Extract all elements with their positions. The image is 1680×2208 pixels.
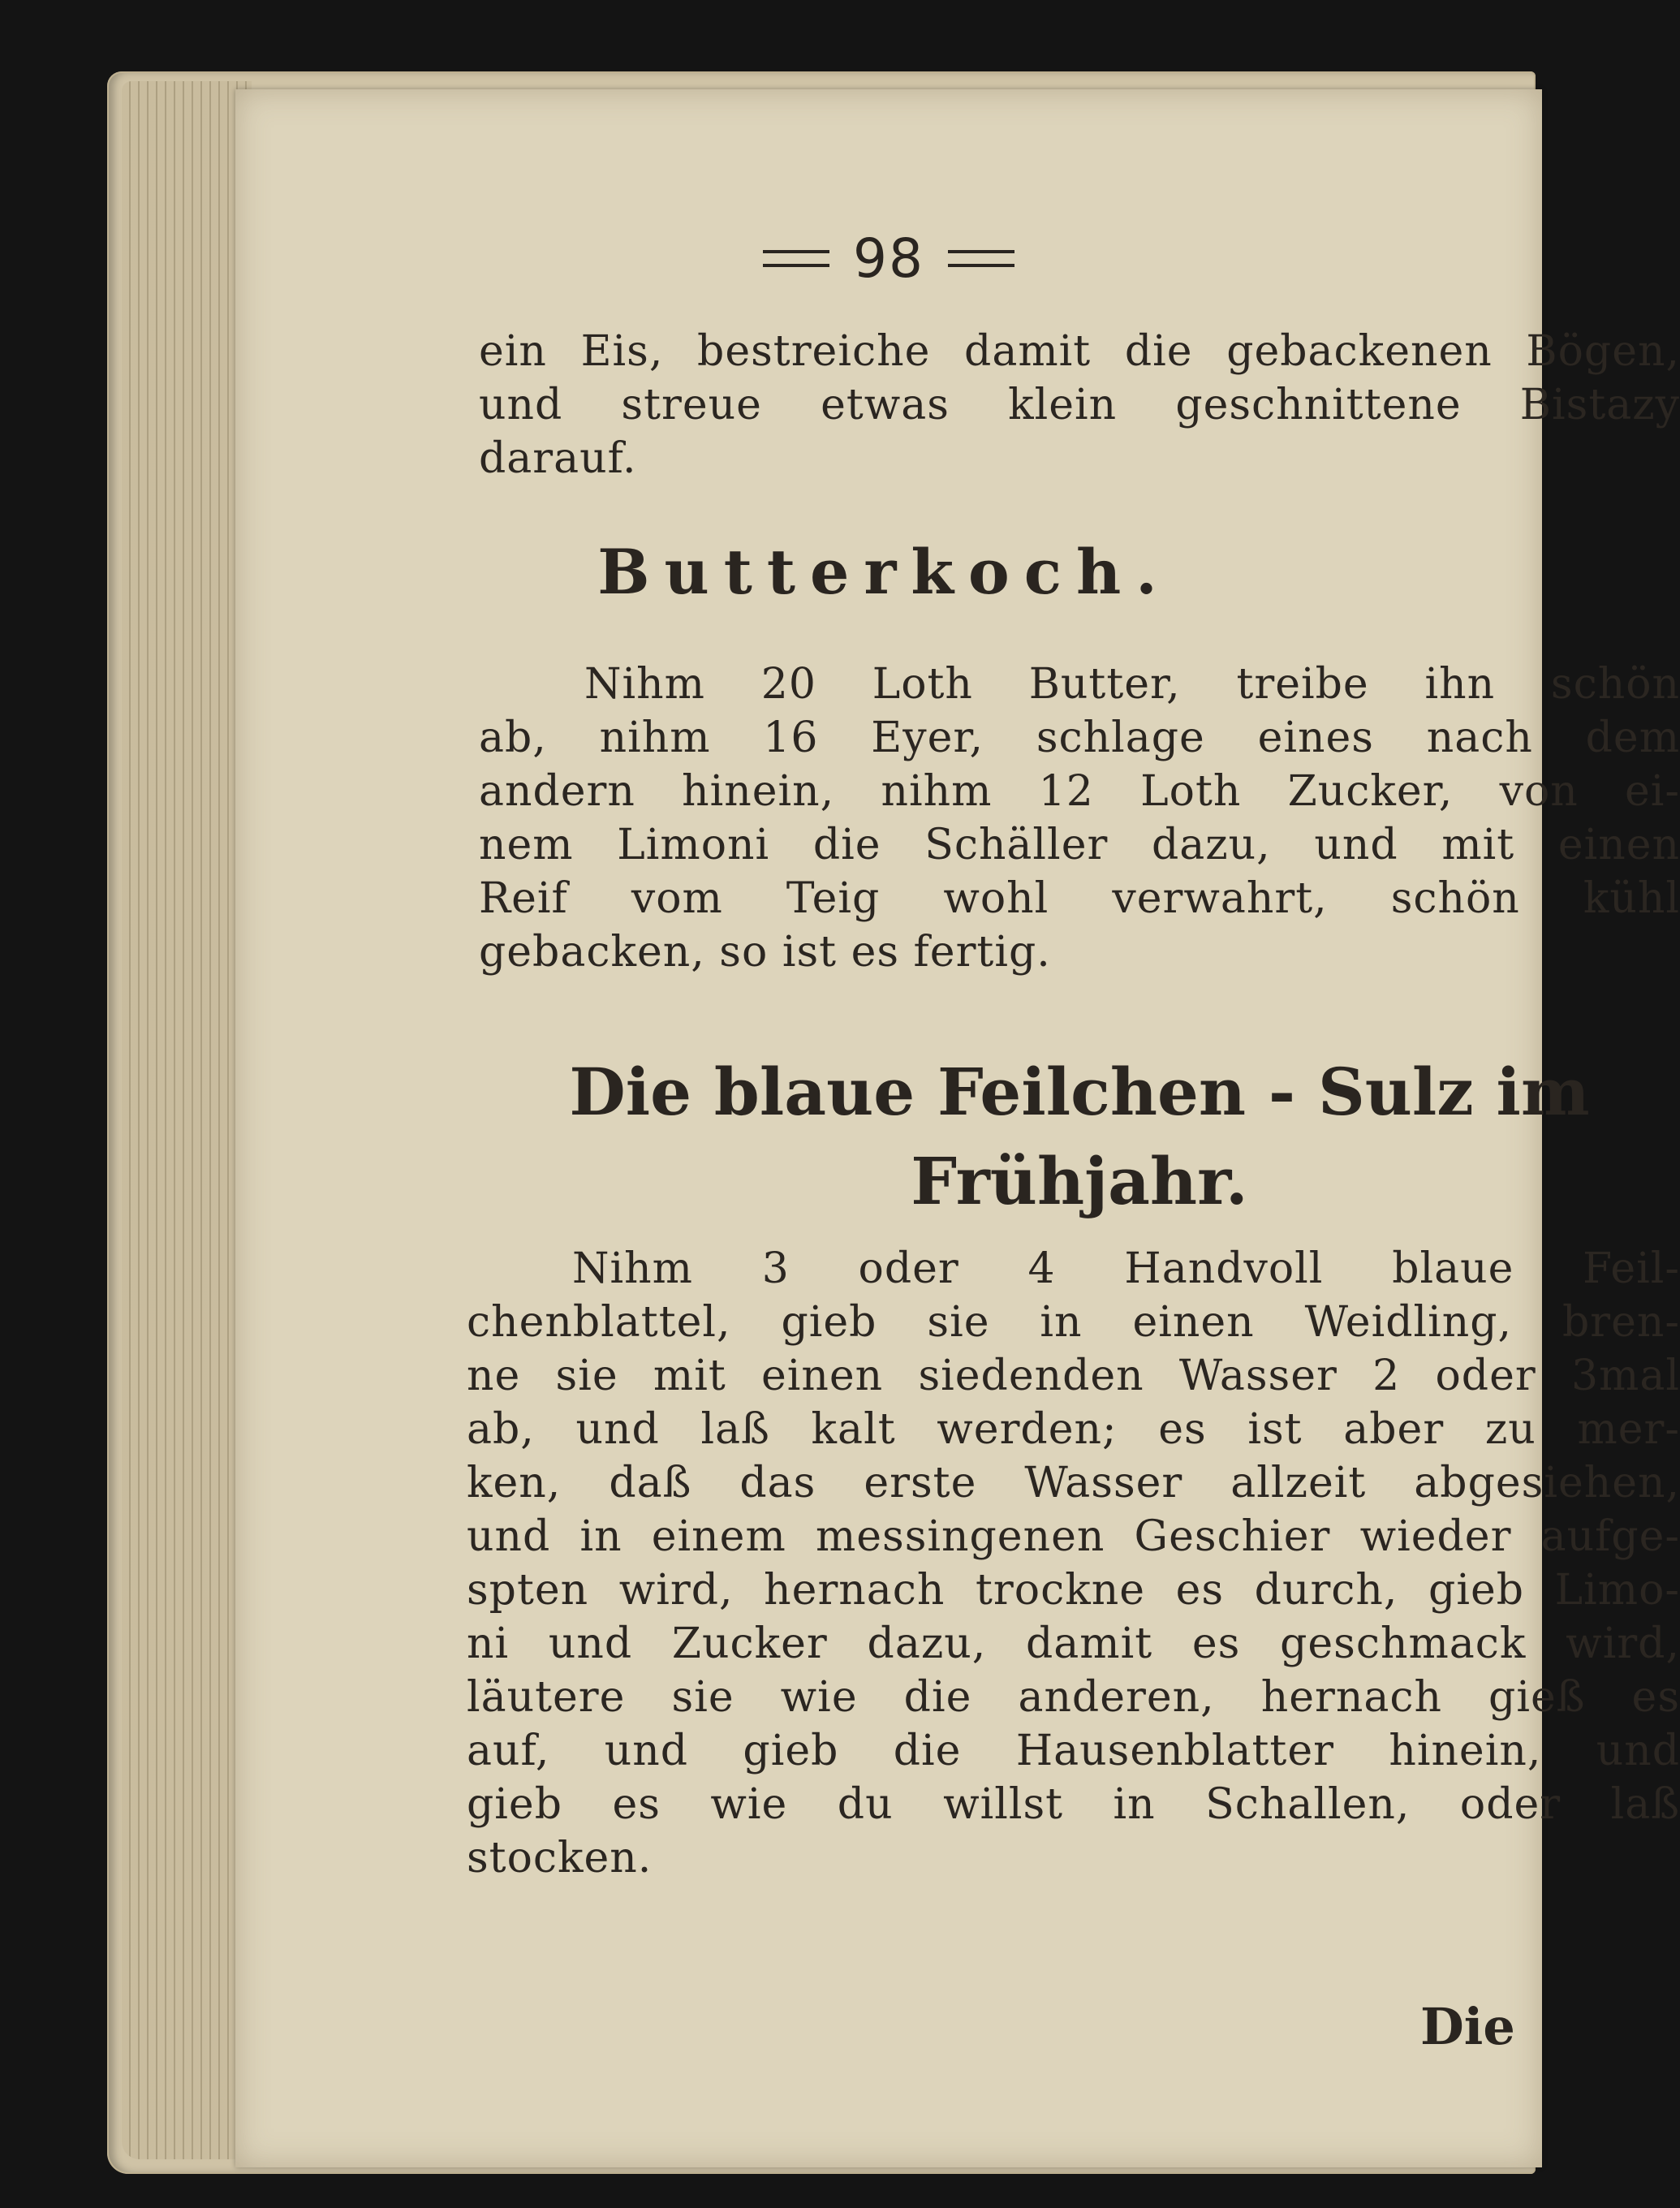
text-line: ken, daß das erste Wasser allzeit abgesiehen, <box>467 1459 1680 1507</box>
text-line: auf, und gieb die Hausenblatter hinein, und <box>467 1727 1680 1775</box>
continuation-paragraph <box>479 325 1680 485</box>
text-line: und streue etwas klein geschnittene Bistazy <box>479 381 1680 429</box>
text-line: gebacken, so ist es fertig. <box>479 928 1051 977</box>
text-line: läutere sie wie die anderen, hernach gieß es <box>467 1673 1680 1722</box>
text-line: andern hinein, nihm 12 Loth Zucker, von ei- <box>479 767 1680 816</box>
text-line: ein Eis, bestreiche damit die gebackenen Bögen, <box>479 327 1680 376</box>
page-number: 98 <box>853 227 924 290</box>
text-line: gieb es wie du willst in Schallen, oder laß <box>467 1780 1680 1829</box>
text-line: spten wird, hernach trockne es durch, gieb Limo- <box>467 1566 1680 1615</box>
header-rule-right <box>948 250 1014 267</box>
text-line: chenblattel, gieb sie in einen Weidling, bren- <box>467 1298 1680 1347</box>
page-header <box>235 227 1542 290</box>
butterkoch-paragraph <box>479 658 1680 979</box>
section-title-feilchen-line2: Frühjahr. <box>911 1143 1248 1219</box>
text-line: stocken. <box>467 1834 653 1882</box>
text-line: nem Limoni die Schäller dazu, und mit einen <box>479 821 1680 869</box>
section-title-feilchen-line1: Die blaue Feilchen - Sulz im <box>569 1054 1590 1130</box>
text-line: darauf. <box>479 434 637 483</box>
feilchen-paragraph <box>467 1242 1680 1885</box>
text-line: Nihm 20 Loth Butter, treibe ihn schön <box>584 660 1680 709</box>
catchword: Die <box>1420 1997 1515 2056</box>
header-rule-left <box>763 250 829 267</box>
text-line: Reif vom Teig wohl verwahrt, schön kühl <box>479 874 1680 923</box>
text-line: ab, und laß kalt werden; es ist aber zu mer- <box>467 1405 1680 1454</box>
text-line: ni und Zucker dazu, damit es geschmack wird, <box>467 1619 1680 1668</box>
text-line: Nihm 3 oder 4 Handvoll blaue Feil- <box>572 1244 1680 1293</box>
text-line: und in einem messingenen Geschier wieder aufge- <box>467 1512 1680 1561</box>
text-line: ne sie mit einen siedenden Wasser 2 oder 3mal <box>467 1352 1680 1400</box>
text-line: ab, nihm 16 Eyer, schlage eines nach dem <box>479 714 1680 762</box>
section-title-butterkoch: Butterkoch. <box>597 536 1172 608</box>
book-page <box>235 89 1680 2167</box>
page-edges <box>122 81 252 2159</box>
